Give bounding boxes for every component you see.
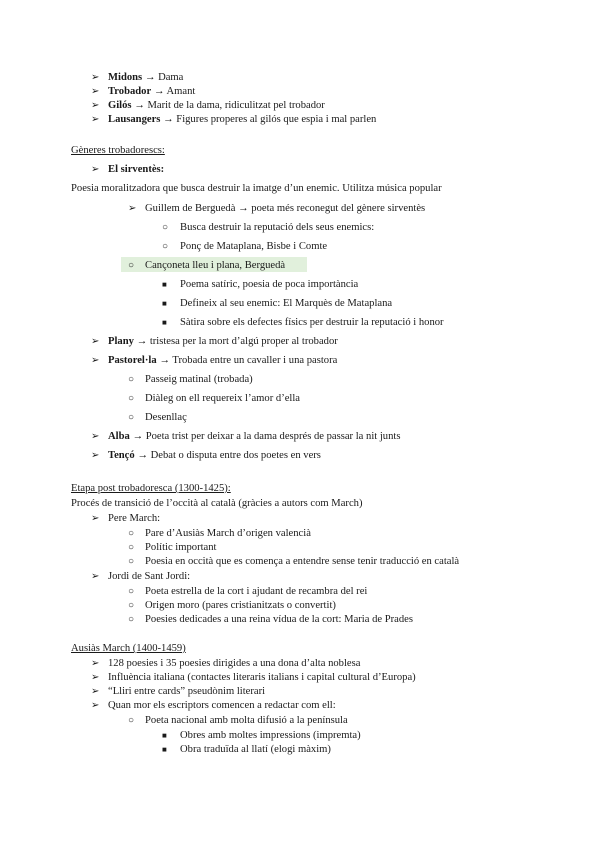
circle-bullet-icon: ○ [128, 556, 135, 567]
pere-sub-item: Pare d’Ausiàs March d’origen valencià [145, 528, 311, 539]
term-item-gilos [108, 99, 325, 112]
circle-bullet-icon: ○ [162, 222, 169, 233]
term-label: Trobador [108, 86, 152, 97]
pere-sub-item: Polític important [145, 542, 217, 553]
arrow-bullet-icon: ➢ [91, 114, 100, 125]
term-item-lausangers [108, 113, 376, 126]
square-bullet-icon: ■ [162, 299, 167, 308]
arrow-bullet-icon: ➢ [91, 86, 100, 97]
guillem-sub-item: Busca destruir la reputació dels seus enemics: [180, 222, 375, 233]
term-definition: Poeta trist per deixar a la dama després de passar la nit junts [145, 431, 401, 442]
ausias-item: Quan mor els escriptors comencen a redactar com ell: [108, 700, 336, 711]
term-definition: Marit de la dama, ridiculitzat pel trobador [147, 100, 325, 111]
arrow-icon: → [144, 72, 156, 83]
circle-bullet-icon: ○ [128, 374, 135, 385]
arrow-bullet-icon: ➢ [91, 72, 100, 83]
plany-item [108, 335, 338, 348]
arrow-icon: → [134, 100, 145, 111]
arrow-icon: → [163, 114, 174, 125]
circle-bullet-icon: ○ [128, 586, 135, 597]
arrow-bullet-icon: ➢ [91, 355, 100, 366]
arrow-bullet-icon: ➢ [91, 164, 100, 175]
arrow-icon: → [137, 450, 148, 461]
pastorela-item [108, 354, 337, 367]
term-definition: Debat o disputa entre dos poetes en vers [150, 450, 321, 461]
arrow-icon: → [153, 86, 165, 97]
pastorela-sub-item: Desenllaç [145, 412, 187, 423]
guillem-sub-item: Ponç de Mataplana, Bisbe i Comte [180, 241, 328, 252]
square-bullet-icon: ■ [162, 280, 167, 289]
square-bullet-icon: ■ [162, 731, 167, 740]
arrow-bullet-icon: ➢ [91, 100, 100, 111]
poeta-sub-item: Obra traduïda al llatí (elogi màxim) [180, 744, 331, 755]
term-label: Gilós [108, 100, 132, 111]
sirventes-description: Poesia moralitzadora que busca destruir la imatge d’un enemic. Utilitza música popular [71, 183, 442, 194]
arrow-bullet-icon: ➢ [91, 450, 100, 461]
guillem-item: Guillem de Berguedà → poeta més reconegut del gènere sirventès [145, 203, 426, 214]
circle-bullet-icon: ○ [128, 260, 135, 271]
arrow-bullet-icon: ➢ [91, 658, 100, 669]
arrow-bullet-icon: ➢ [128, 203, 137, 214]
arrow-bullet-icon: ➢ [91, 672, 100, 683]
poeta-sub-item: Obres amb moltes impressions (impremta) [180, 730, 361, 741]
jordi-sub-item: Origen moro (pares cristianitzats o convertit) [145, 600, 336, 611]
term-label: Midons [108, 72, 143, 83]
circle-bullet-icon: ○ [128, 542, 135, 553]
term-definition: Dama [158, 72, 184, 83]
pere-march-item: Pere March: [108, 513, 161, 524]
jordi-sub-item: Poeta estrella de la cort i ajudant de recambra del rei [145, 586, 368, 597]
alba-item [108, 430, 400, 443]
square-bullet-icon: ■ [162, 745, 167, 754]
jordi-sub-item: Poesies dedicades a una reina vídua de la cort: Maria de Prades [145, 614, 413, 625]
arrow-bullet-icon: ➢ [91, 700, 100, 711]
term-definition: Trobada entre un cavaller i una pastora [172, 355, 338, 366]
arrow-icon: → [159, 355, 170, 366]
ausias-item: Influència italiana (contactes literaris italians i capital cultural d’Europa) [108, 672, 416, 683]
circle-bullet-icon: ○ [128, 393, 135, 404]
circle-bullet-icon: ○ [128, 528, 135, 539]
jordi-item: Jordi de Sant Jordi: [108, 571, 191, 582]
ausias-item: 128 poesies i 35 poesies dirigides a una dona d’alta noblesa [108, 658, 361, 669]
term-definition: Figures properes al gilós que espia i mal parlen [176, 114, 377, 125]
circle-bullet-icon: ○ [162, 241, 169, 252]
sirventes-title: El sirventès: [108, 164, 165, 175]
poeta-nacional-item: Poeta nacional amb molta difusió a la península [145, 715, 348, 726]
term-label: Plany [108, 336, 134, 347]
term-label: Alba [108, 431, 130, 442]
circle-bullet-icon: ○ [128, 614, 135, 625]
arrow-bullet-icon: ➢ [91, 571, 100, 582]
tenco-item [108, 449, 321, 462]
canconeta-sub-item: Sàtira sobre els defectes físics per destruir la reputació i honor [180, 317, 444, 328]
term-definition: Amant [166, 86, 196, 97]
arrow-bullet-icon: ➢ [91, 686, 100, 697]
circle-bullet-icon: ○ [128, 412, 135, 423]
arrow-bullet-icon: ➢ [91, 336, 100, 347]
canconeta-sub-item: Poema satíric, poesia de poca importància [180, 279, 359, 290]
term-label: Tençó [108, 450, 135, 461]
term-label: Pastorel·la [108, 355, 157, 366]
section-heading-generes: Gèneres trobadorescs: [71, 145, 165, 156]
pastorela-sub-item: Passeig matinal (trobada) [145, 374, 253, 385]
etapa-intro: Procés de transició de l’occità al català (gràcies a autors com March) [71, 498, 363, 509]
arrow-icon: → [132, 431, 144, 442]
square-bullet-icon: ■ [162, 318, 167, 327]
arrow-bullet-icon: ➢ [91, 431, 100, 442]
term-item-midons [108, 71, 183, 84]
arrow-bullet-icon: ➢ [91, 513, 100, 524]
canconeta-sub-item: Defineix al seu enemic: El Marquès de Mataplana [180, 298, 393, 309]
arrow-icon: → [136, 336, 148, 347]
section-heading-etapa: Etapa post trobadoresca (1300-1425): [71, 483, 231, 494]
term-label: Lausangers [108, 114, 161, 125]
ausias-item: “Lliri entre cards” pseudònim literari [108, 686, 266, 697]
canconeta-item: Cançoneta lleu i plana, Berguedà [145, 260, 286, 271]
circle-bullet-icon: ○ [128, 600, 135, 611]
circle-bullet-icon: ○ [128, 715, 135, 726]
pastorela-sub-item: Diàleg on ell requereix l’amor d’ella [145, 393, 301, 404]
term-item-trobador [108, 85, 195, 98]
section-heading-ausias: Ausiàs March (1400-1459) [71, 643, 186, 654]
term-definition: tristesa per la mort d’algú proper al trobador [149, 336, 338, 347]
pere-sub-item: Poesia en occità que es comença a entendre sense tenir traducció en català [145, 556, 460, 567]
